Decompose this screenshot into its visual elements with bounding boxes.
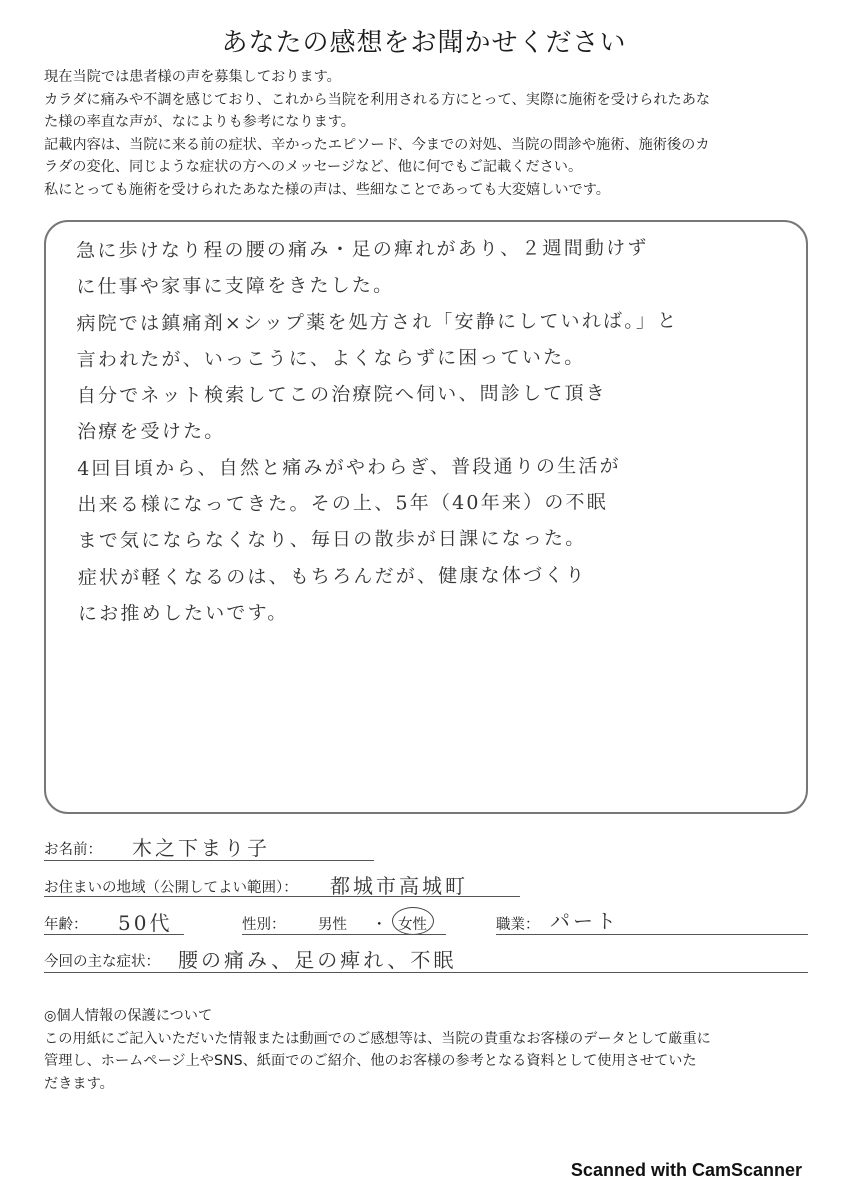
intro-line: ラダの変化、同じような症状の方へのメッセージなど、他に何でもご記載ください。 [44,159,583,175]
symptom-label: 今回の主な症状： [44,954,160,970]
intro-text [44,66,819,201]
job-value: パート [550,909,619,933]
age-value: 50代 [118,911,173,935]
comment-line: 症状が軽くなるのは、もちろんだが、健康な体づくり [77,564,587,589]
comment-line: 言われたが、いっこうに、よくならずに困っていた。 [76,346,586,371]
page-title: あなたの感想をお聞かせください [221,28,627,58]
comment-line: 急に歩けなり程の腰の痛み・足の痺れがあり、２週間動けず [76,237,649,262]
intro-line: 私にとっても施術を受けられたあなた様の声は、些細なことであっても大変嬉しいです。 [44,181,610,198]
handwritten-comment [76,229,798,632]
privacy-line: この用紙にご記入いただいた情報または動画でのご感想等は、当院の貴重なお客様のデータとして厳重に [44,1030,711,1047]
name-label: お名前： [44,842,102,858]
comment-line: 自分でネット検索してこの治療院へ伺い、問診して頂き [76,382,607,408]
age-underline [44,934,184,935]
gender-underline [242,934,446,935]
privacy-notice [44,1005,819,1095]
comment-line: 治療を受けた。 [76,420,226,444]
symptom-underline [44,972,808,973]
area-underline [44,896,520,897]
intro-line: た様の率直な声が、なによりも参考になります。 [44,114,355,130]
comment-line: 病院では鎮痛剤×シップ薬を処方され「安静にしていれば。」と [76,309,679,335]
symptom-value: 腰の痛み、足の痺れ、不眠 [178,948,457,972]
privacy-line: だきます。 [44,1075,114,1092]
intro-line: カラダに痛みや不調を感じており、これから当院を利用される方にとって、実際に施術を受けられたあな [44,91,711,108]
job-underline [496,934,808,935]
comment-line: 4回目頃から、自然と痛みがやわらぎ、普段通りの生活が [77,454,621,480]
job-label: 職業： [496,917,540,933]
gender-selected-circle [392,907,434,935]
intro-line: 現在当院では患者様の声を募集しております。 [44,69,341,85]
comment-line: に仕事や家事に支障をきたした。 [76,274,395,299]
area-label: お住まいの地域（公開してよい範囲）： [44,880,298,896]
age-label: 年齢： [44,917,88,933]
privacy-line: 管理し、ホームページ上やSNS、紙面でのご紹介、他のお客様の参考となる資料として使用させていた [44,1053,697,1069]
gender-female: 女性 [398,917,427,933]
comment-line: 出来る様になってきた。その上、5年（40年来）の不眠 [77,491,608,517]
name-value: 木之下まり子 [132,836,270,860]
name-underline [44,860,374,861]
gender-separator: ・ [372,917,387,933]
area-value: 都城市高城町 [330,874,468,898]
intro-line: 記載内容は、当院に来る前の症状、辛かったエピソード、今までの対処、当院の問診や施術、施術後のカ [44,136,710,153]
gender-male: 男性 [318,917,347,933]
scanner-watermark: Scanned with CamScanner [570,1160,802,1180]
comment-line: にお推めしたいです。 [77,601,289,625]
privacy-heading: ◎個人情報の保護について [44,1008,213,1024]
comment-line: まで気にならなくなり、毎日の散歩が日課になった。 [77,527,587,553]
gender-label: 性別： [242,917,286,933]
